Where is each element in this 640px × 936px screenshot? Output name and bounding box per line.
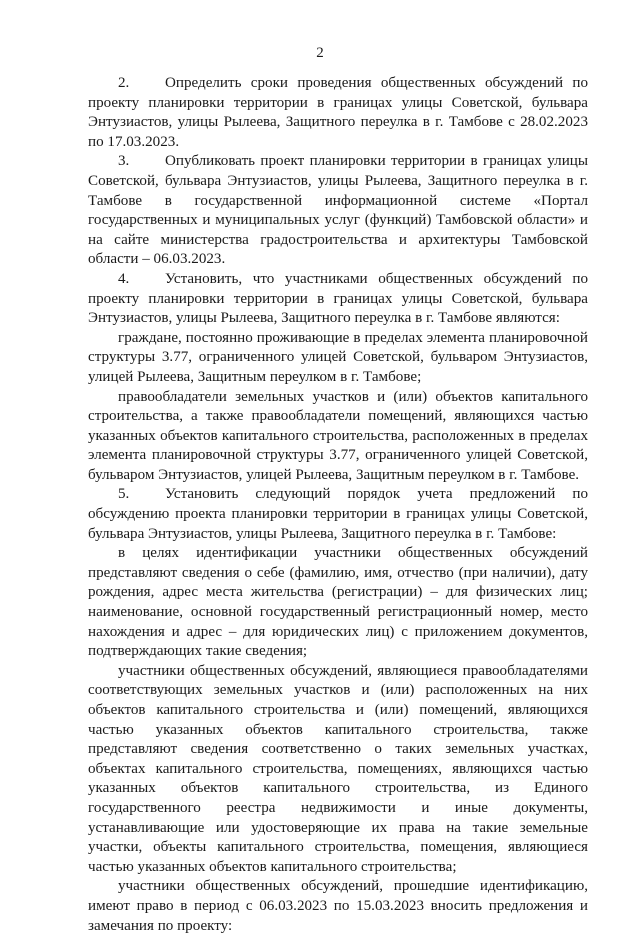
paragraph-text: Опубликовать проект планировки территории в границах улицы Советской, бульвара Энтузиастов, улицы Рылеева, Защитного переулка в г. Тамбове в государственной информационной системе «Портал государственных и муниципальных услуг (функций) Тамбовской области» и на сайте министерства градостроительства и архитектуры Тамбовской области – 06.03.2023. — [88, 153, 588, 268]
document-body — [88, 74, 588, 936]
paragraph-text: Установить следующий порядок учета предложений по обсуждению проекта планировки территории в границах улицы Советской, бульвара Энтузиастов, улицы Рылеева, Защитного переулка в г. Тамбове: — [88, 486, 588, 542]
paragraph-number: 3. — [118, 153, 130, 170]
paragraph-text: участники общественных обсуждений, являющиеся правообладателями соответствующих земельных участков и (или) расположенных на них объектов капитального строительства и (или) помещений, являющихся частью указанных объектов капитального строительства, также представляют сведения соответственно о таких земельных участках, объектах капитального строительства, помещениях, являющихся частью указанных объектов капитального строительства, из Единого государственного реестра недвижимости и иные документы, устанавливающие или удостоверяющие их права на такие земельные участки, объекты капитального строительства, помещения, являющиеся частью указанных объектов капитального строительства; — [88, 662, 588, 875]
paragraph-citizens — [88, 329, 588, 388]
paragraph-text: участники общественных обсуждений, прошедшие идентификацию, имеют право в период с 06.03.2023 по 15.03.2023 вносить предложения и замечания по проекту: — [88, 878, 588, 934]
paragraph-number: 2. — [118, 75, 130, 91]
paragraph-property-info — [88, 662, 588, 878]
paragraph-text: Определить сроки проведения общественных обсуждений по проекту планировки территории в границах улицы Советской, бульвара Энтузиастов, улицы Рылеева, Защитного переулка в г. Тамбове с 28.02.2023 по 17.03.2023. — [88, 75, 588, 150]
paragraph-text: граждане, постоянно проживающие в пределах элемента планировочной структуры 3.77, ограниченного улицей Советской, бульваром Энтузиастов, улицей Рылеева, Защитным переулком в г. Тамбове; — [88, 329, 588, 385]
paragraph-item-3 — [88, 152, 588, 270]
paragraph-text: Установить, что участниками общественных обсуждений по проекту планировки территории в границах улицы Советской, бульвара Энтузиастов, улицы Рылеева, Защитного переулка в г. Тамбове являются: — [88, 270, 588, 327]
paragraph-rightholders — [88, 388, 588, 486]
paragraph-text: в целях идентификации участники общественных обсуждений представляют сведения о себе (фамилию, имя, отчество (при наличии), дату рождения, адрес места жительства (регистрации) – для физических лиц; наименование, основной государственный регистрационный номер, место нахождения и адрес – для юридических лиц) с приложением документов, подтверждающих такие сведения; — [88, 545, 588, 660]
paragraph-text: правообладатели земельных участков и (или) объектов капитального строительства, а также правообладатели помещений, являющихся частью указанных объектов капитального строительства, расположенных в пределах элемента планировочной структуры 3.77, ограниченного улицей Советской, бульваром Энтузиастов, улицей Рылеева, Защитным переулком в г. Тамбове. — [88, 388, 588, 483]
paragraph-proposals-period — [88, 877, 588, 936]
page-number: 2 — [316, 45, 324, 61]
paragraph-identification — [88, 544, 588, 662]
paragraph-item-2 — [88, 74, 588, 152]
paragraph-number: 4. — [118, 270, 130, 287]
paragraph-item-5 — [88, 485, 588, 544]
paragraph-number: 5. — [118, 486, 130, 503]
paragraph-item-4 — [88, 270, 588, 329]
